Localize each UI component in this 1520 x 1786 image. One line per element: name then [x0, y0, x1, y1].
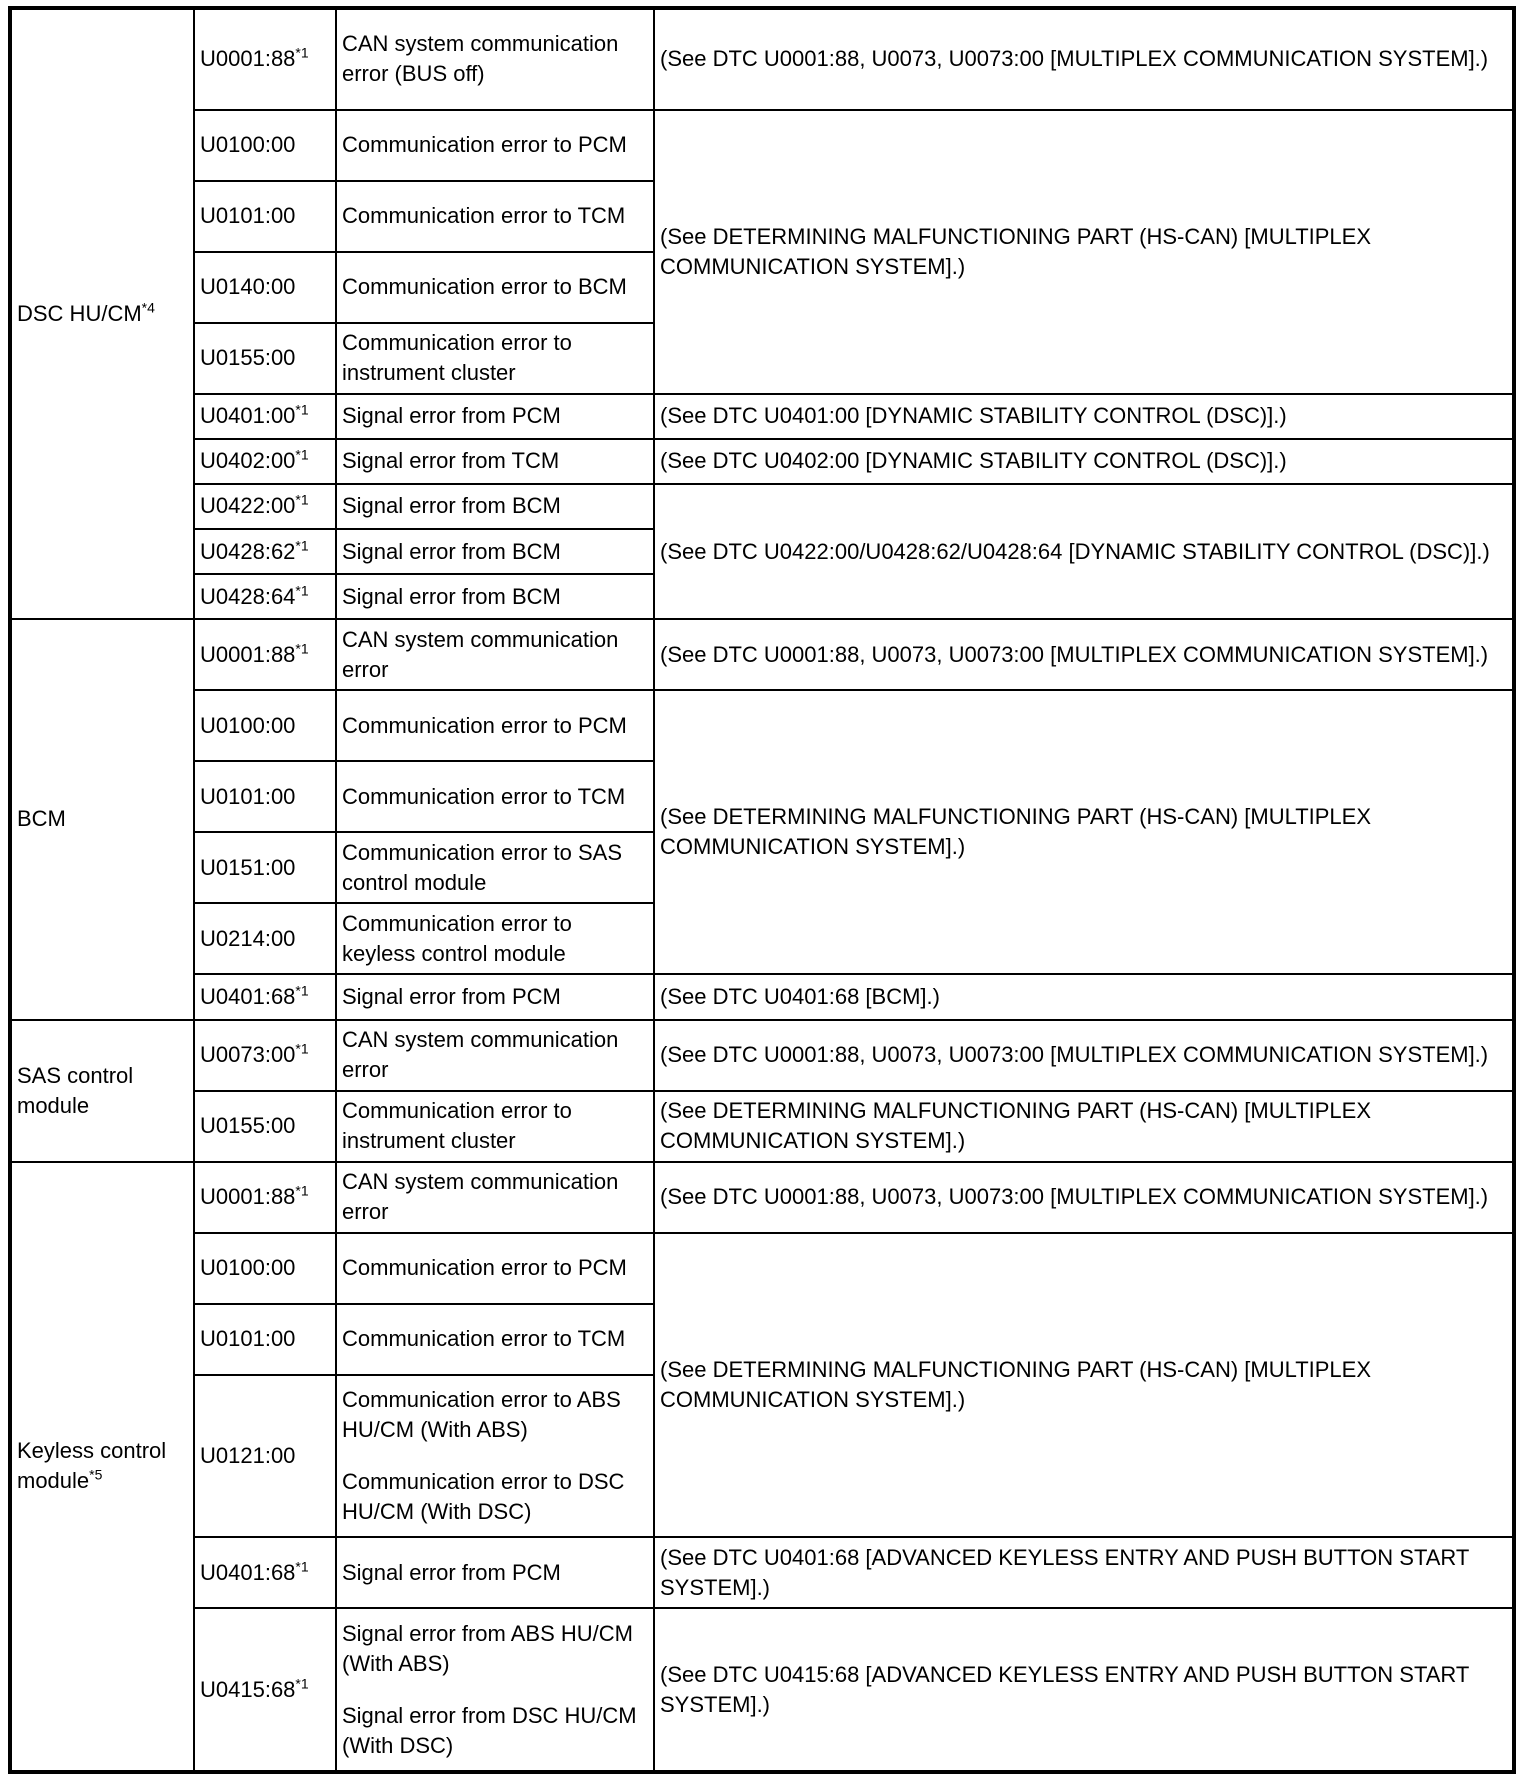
description-cell [336, 903, 654, 974]
dtc-code-cell-text: U0001:88 [200, 1184, 296, 1210]
dtc-code-cell-text: U0121:00 [200, 1443, 296, 1469]
module-footnote: *5 [89, 1467, 103, 1483]
dtc-code-cell [194, 574, 336, 619]
dtc-code-cell [194, 439, 336, 484]
description-cell [336, 1608, 654, 1772]
table-row [10, 1233, 1514, 1304]
description-text: Communication error to TCM [342, 783, 626, 809]
description-cell [336, 574, 654, 619]
table-row [10, 1091, 1514, 1162]
table-row [10, 484, 1514, 529]
reference-cell [654, 1162, 1514, 1233]
description-cell [336, 690, 654, 761]
description-cell [336, 1091, 654, 1162]
dtc-footnote: *1 [295, 447, 309, 464]
dtc-code-cell [194, 1162, 336, 1233]
reference-cell-text: (See DETERMINING MALFUNCTIONING PART (HS-CAN) [MULTIPLEX COMMUNICATION SYSTEM].) [660, 1098, 1372, 1154]
description-text: Signal error from DSC HU/CM (With DSC) [342, 1702, 637, 1758]
description-cell [336, 484, 654, 529]
description-text: CAN system communication error (BUS off) [342, 31, 619, 87]
table-row [10, 1162, 1514, 1233]
dtc-code-cell [194, 8, 336, 110]
table-row [10, 8, 1514, 110]
reference-cell [654, 484, 1514, 619]
description-text: Signal error from ABS HU/CM (With ABS) [342, 1620, 633, 1676]
description-cell [336, 1020, 654, 1091]
dtc-footnote: *1 [295, 1558, 309, 1575]
dtc-footnote: *1 [295, 401, 309, 418]
description-cell [336, 529, 654, 574]
dtc-code-cell-text: U0428:64 [200, 583, 296, 609]
description-text: Signal error from PCM [342, 984, 561, 1010]
dtc-footnote: *1 [295, 582, 309, 599]
dtc-code-cell-text: U0100:00 [200, 1255, 296, 1281]
dtc-code-cell-text: U0415:68 [200, 1676, 296, 1702]
dtc-code-cell [194, 1233, 336, 1304]
dtc-code-cell-text: U0101:00 [200, 783, 296, 809]
table-row [10, 974, 1514, 1019]
description-cell [336, 181, 654, 252]
dtc-footnote: *1 [295, 1182, 309, 1199]
reference-cell-text: (See DTC U0415:68 [ADVANCED KEYLESS ENTRY AND PUSH BUTTON START SYSTEM].) [660, 1661, 1469, 1717]
dtc-code-cell-text: U0422:00 [200, 493, 296, 519]
dtc-code-cell [194, 974, 336, 1019]
description-cell [336, 761, 654, 832]
reference-cell [654, 974, 1514, 1019]
reference-cell-text: (See DTC U0401:68 [ADVANCED KEYLESS ENTRY AND PUSH BUTTON START SYSTEM].) [660, 1544, 1469, 1600]
dtc-code-cell [194, 1304, 336, 1375]
table-row [10, 439, 1514, 484]
module-cell-text: DSC HU/CM [17, 301, 142, 327]
description-text: CAN system communication error [342, 1027, 619, 1083]
description-cell [336, 394, 654, 439]
dtc-code-cell [194, 690, 336, 761]
reference-cell-text: (See DTC U0422:00/U0428:62/U0428:64 [DYNAMIC STABILITY CONTROL (DSC)].) [660, 538, 1490, 564]
dtc-footnote: *1 [295, 1675, 309, 1692]
dtc-table [8, 6, 1516, 1774]
dtc-footnote: *1 [295, 982, 309, 999]
reference-cell [654, 1091, 1514, 1162]
module-footnote: *4 [141, 299, 155, 316]
dtc-footnote: *1 [295, 640, 309, 657]
reference-cell [654, 394, 1514, 439]
dtc-code-cell-text: U0100:00 [200, 712, 296, 738]
module-cell [10, 1162, 194, 1772]
module-cell-text: SAS control module [17, 1062, 134, 1118]
description-cell [336, 8, 654, 110]
module-cell [10, 8, 194, 619]
dtc-code-cell [194, 252, 336, 323]
reference-cell-text: (See DTC U0401:00 [DYNAMIC STABILITY CONTROL (DSC)].) [660, 403, 1287, 429]
dtc-code-cell [194, 110, 336, 181]
description-text: CAN system communication error [342, 626, 619, 682]
description-text: Communication error to TCM [342, 203, 626, 229]
dtc-code-cell [194, 619, 336, 690]
dtc-code-cell-text: U0151:00 [200, 854, 296, 880]
description-cell [336, 323, 654, 394]
dtc-code-cell [194, 903, 336, 974]
dtc-code-cell-text: U0402:00 [200, 448, 296, 474]
reference-cell-text: (See DETERMINING MALFUNCTIONING PART (HS-CAN) [MULTIPLEX COMMUNICATION SYSTEM].) [660, 804, 1372, 860]
description-text: Signal error from PCM [342, 1559, 561, 1585]
description-text: Signal error from BCM [342, 493, 561, 519]
reference-cell [654, 619, 1514, 690]
reference-cell [654, 1020, 1514, 1091]
description-cell [336, 439, 654, 484]
dtc-code-cell-text: U0155:00 [200, 1113, 296, 1139]
dtc-code-cell [194, 529, 336, 574]
dtc-code-cell-text: U0001:88 [200, 641, 296, 667]
dtc-code-cell-text: U0155:00 [200, 345, 296, 371]
description-text: CAN system communication error [342, 1169, 619, 1225]
reference-cell-text: (See DTC U0001:88, U0073, U0073:00 [MULTIPLEX COMMUNICATION SYSTEM].) [660, 46, 1489, 72]
table-row [10, 1608, 1514, 1772]
reference-cell [654, 439, 1514, 484]
dtc-code-cell-text: U0073:00 [200, 1042, 296, 1068]
description-cell [336, 619, 654, 690]
description-text: Communication error to instrument cluster [342, 1098, 572, 1154]
reference-cell-text: (See DTC U0402:00 [DYNAMIC STABILITY CONTROL (DSC)].) [660, 448, 1287, 474]
description-text: Communication error to PCM [342, 712, 627, 738]
description-cell [336, 1537, 654, 1608]
dtc-code-cell [194, 1020, 336, 1091]
description-text: Communication error to keyless control module [342, 910, 572, 966]
dtc-code-cell [194, 1608, 336, 1772]
description-text: Communication error to ABS HU/CM (With ABS) [342, 1387, 621, 1443]
description-cell [336, 832, 654, 903]
reference-cell-text: (See DTC U0001:88, U0073, U0073:00 [MULTIPLEX COMMUNICATION SYSTEM].) [660, 1184, 1489, 1210]
dtc-footnote: *1 [295, 44, 309, 61]
dtc-code-cell-text: U0101:00 [200, 203, 296, 229]
dtc-code-cell [194, 832, 336, 903]
description-text: Communication error to instrument cluster [342, 330, 572, 386]
module-cell [10, 619, 194, 1019]
dtc-code-cell-text: U0401:68 [200, 1559, 296, 1585]
reference-cell-text: (See DTC U0401:68 [BCM].) [660, 984, 940, 1010]
dtc-code-cell-text: U0401:00 [200, 403, 296, 429]
dtc-footnote: *1 [295, 492, 309, 509]
table-row [10, 619, 1514, 690]
dtc-table-body [10, 8, 1514, 1772]
description-text: Signal error from BCM [342, 583, 561, 609]
dtc-footnote: *1 [295, 537, 309, 554]
dtc-code-cell [194, 1091, 336, 1162]
dtc-code-cell [194, 1375, 336, 1537]
module-cell-text: BCM [17, 806, 66, 832]
description-cell [336, 974, 654, 1019]
module-cell-text: Keyless control module [17, 1438, 167, 1494]
table-row [10, 690, 1514, 761]
dtc-code-cell [194, 484, 336, 529]
description-cell [336, 252, 654, 323]
dtc-code-cell-text: U0140:00 [200, 274, 296, 300]
description-text: Signal error from TCM [342, 448, 560, 474]
reference-cell [654, 1233, 1514, 1538]
dtc-code-cell-text: U0214:00 [200, 925, 296, 951]
description-text: Communication error to PCM [342, 1255, 627, 1281]
dtc-code-cell [194, 761, 336, 832]
table-row [10, 394, 1514, 439]
dtc-code-cell-text: U0428:62 [200, 538, 296, 564]
reference-cell [654, 690, 1514, 974]
description-text: Communication error to SAS control module [342, 839, 622, 895]
description-text: Signal error from BCM [342, 538, 561, 564]
description-cell [336, 1162, 654, 1233]
dtc-code-cell [194, 394, 336, 439]
reference-cell-text: (See DTC U0001:88, U0073, U0073:00 [MULTIPLEX COMMUNICATION SYSTEM].) [660, 1042, 1489, 1068]
dtc-code-cell-text: U0101:00 [200, 1326, 296, 1352]
dtc-code-cell [194, 1537, 336, 1608]
description-cell [336, 110, 654, 181]
description-text: Signal error from PCM [342, 403, 561, 429]
dtc-code-cell-text: U0001:88 [200, 46, 296, 72]
description-cell [336, 1304, 654, 1375]
table-row [10, 1537, 1514, 1608]
dtc-code-cell [194, 181, 336, 252]
table-row [10, 1020, 1514, 1091]
reference-cell-text: (See DETERMINING MALFUNCTIONING PART (HS-CAN) [MULTIPLEX COMMUNICATION SYSTEM].) [660, 223, 1372, 279]
reference-cell [654, 110, 1514, 394]
module-cell [10, 1020, 194, 1162]
description-text: Communication error to BCM [342, 274, 627, 300]
dtc-code-cell-text: U0401:68 [200, 984, 296, 1010]
reference-cell [654, 1608, 1514, 1772]
table-row [10, 110, 1514, 181]
description-cell [336, 1375, 654, 1537]
dtc-footnote: *1 [295, 1040, 309, 1057]
description-text: Communication error to DSC HU/CM (With DSC) [342, 1469, 625, 1525]
description-text: Communication error to TCM [342, 1326, 626, 1352]
dtc-code-cell-text: U0100:00 [200, 132, 296, 158]
reference-cell-text: (See DTC U0001:88, U0073, U0073:00 [MULTIPLEX COMMUNICATION SYSTEM].) [660, 641, 1489, 667]
description-text: Communication error to PCM [342, 132, 627, 158]
reference-cell [654, 8, 1514, 110]
reference-cell-text: (See DETERMINING MALFUNCTIONING PART (HS-CAN) [MULTIPLEX COMMUNICATION SYSTEM].) [660, 1356, 1372, 1412]
description-cell [336, 1233, 654, 1304]
dtc-code-cell [194, 323, 336, 394]
reference-cell [654, 1537, 1514, 1608]
